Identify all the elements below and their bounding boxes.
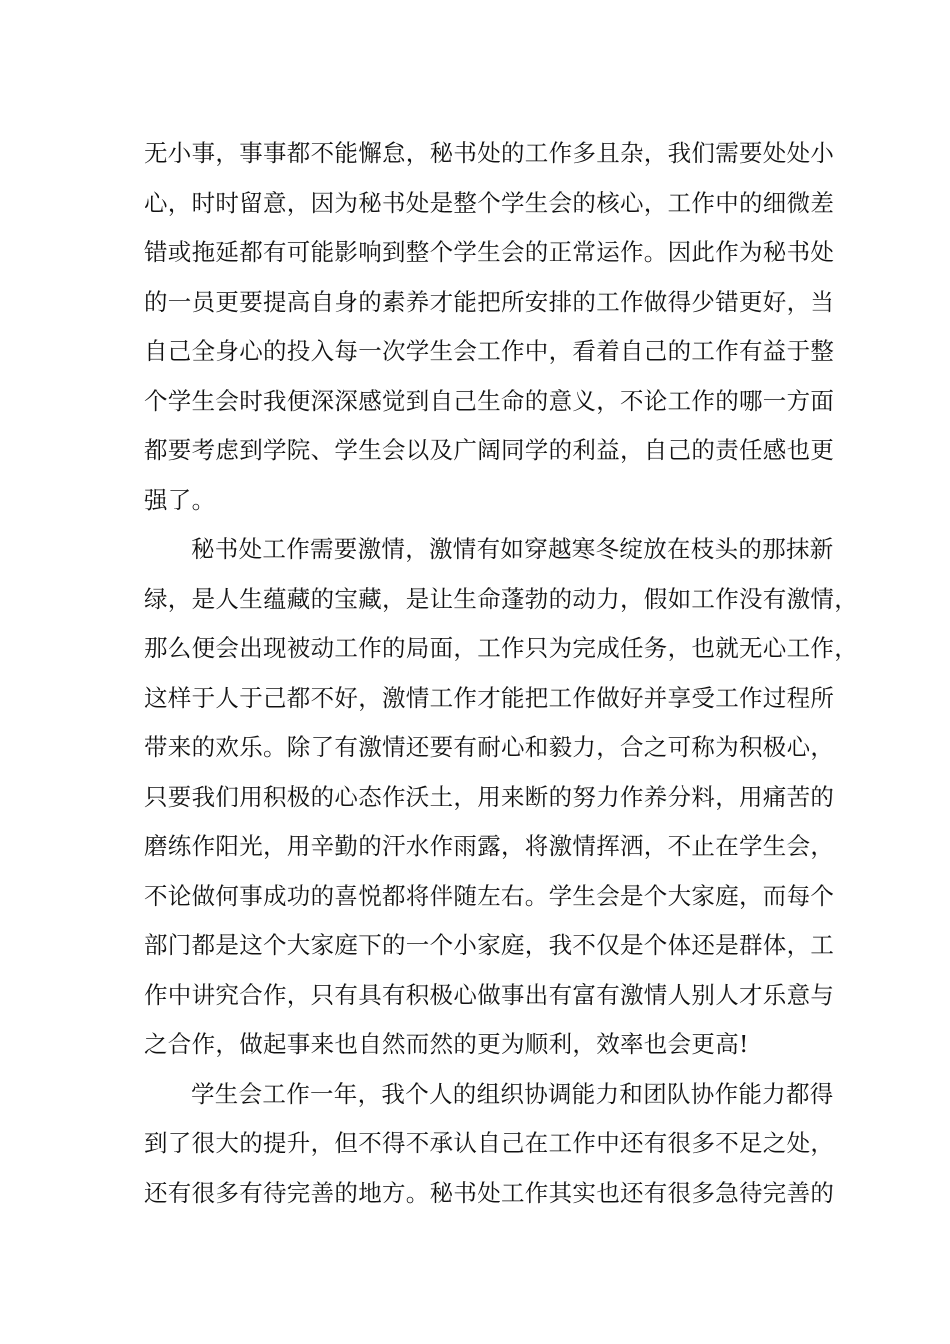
text-line: 自己全身心的投入每一次学生会工作中，看着自己的工作有益于整 [144, 337, 835, 365]
text-line: 那么便会出现被动工作的局面，工作只为完成任务，也就无心工作， [144, 634, 858, 662]
text-line: 之合作，做起事来也自然而然的更为顺利，效率也会更高! [144, 1030, 749, 1058]
text-line: 个学生会时我便深深感觉到自己生命的意义，不论工作的哪一方面 [144, 386, 835, 415]
text-line: 部门都是这个大家庭下的一个小家庭，我不仅是个体还是群体，工 [144, 931, 835, 959]
paragraph-first-line: 学生会工作一年，我个人的组织协调能力和团队协作能力都得 [191, 1079, 834, 1108]
body-text [144, 129, 858, 1218]
text-line: 这样于人于己都不好，激情工作才能把工作做好并享受工作过程所 [144, 683, 835, 712]
text-line: 绿，是人生蕴藏的宝藏，是让生命蓬勃的动力，假如工作没有激情， [144, 584, 858, 613]
text-line: 错或拖延都有可能影响到整个学生会的正常运作。因此作为秘书处 [144, 238, 835, 266]
text-line: 无小事，事事都不能懈怠，秘书处的工作多且杂，我们需要处处小 [144, 139, 835, 167]
text-line: 到了很大的提升，但不得不承认自己在工作中还有很多不足之处， [144, 1129, 835, 1157]
text-line: 不论做何事成功的喜悦都将伴随左右。学生会是个大家庭，而每个 [144, 881, 835, 910]
text-line: 还有很多有待完善的地方。秘书处工作其实也还有很多急待完善的 [144, 1178, 835, 1207]
text-line: 的一员更要提高自身的素养才能把所安排的工作做得少错更好，当 [144, 287, 835, 316]
text-line: 心，时时留意，因为秘书处是整个学生会的核心，工作中的细微差 [144, 188, 835, 217]
text-line: 作中讲究合作，只有具有积极心做事出有富有激情人别人才乐意与 [144, 980, 835, 1009]
text-line: 带来的欢乐。除了有激情还要有耐心和毅力，合之可称为积极心， [144, 733, 835, 761]
paragraph-first-line: 秘书处工作需要激情，激情有如穿越寒冬绽放在枝头的那抹新 [191, 535, 834, 563]
text-line: 只要我们用积极的心态作沃土，用来断的努力作养分料，用痛苦的 [144, 782, 835, 811]
text-line: 磨练作阳光，用辛勤的汗水作雨露，将激情挥洒，不止在学生会， [144, 832, 835, 860]
text-line: 都要考虑到学院、学生会以及广阔同学的利益，自己的责任感也更 [144, 436, 835, 464]
text-line: 强了。 [144, 485, 216, 514]
